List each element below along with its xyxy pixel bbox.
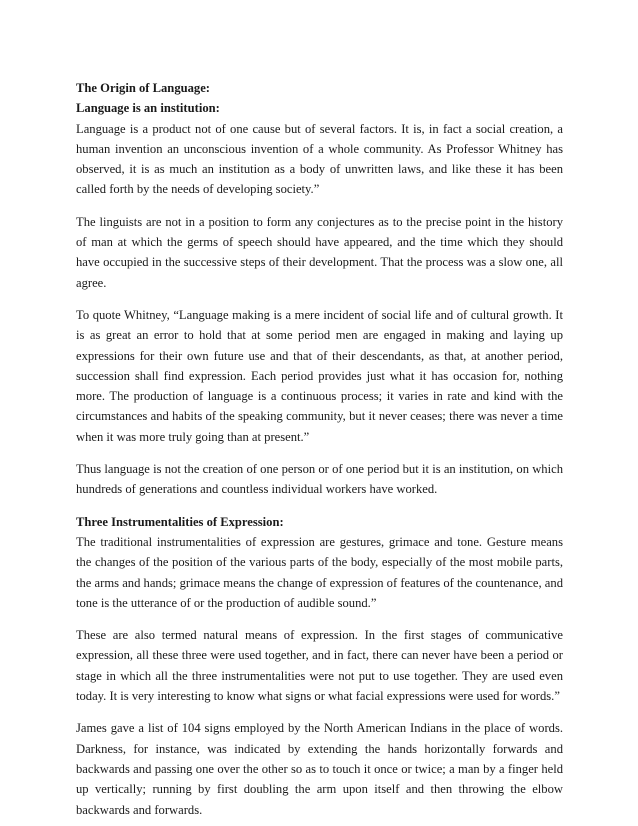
paragraph: Thus language is not the creation of one person or of one period but it is an institution, on which hundreds of generations and countless individual workers have worked. [76, 462, 563, 497]
paragraph: The traditional instrumentalities of expression are gestures, grimace and tone. Gesture means the changes of the position of the various parts of the body, especially of the most mobile parts, the arms and hands; grimace means the change of expression of features of the countenance, and tone is the utterance of or the production of audible sound.” [76, 534, 563, 610]
document-page [76, 78, 563, 820]
section-heading-instrumentalities: Three Instrumentalities of Expression: [76, 514, 284, 529]
paragraph: The linguists are not in a position to form any conjectures as to the precise point in the history of man at which the germs of speech should have appeared, and the time which they should have occupied in the successive steps of their development. That the process was a slow one, all agree. [76, 214, 563, 290]
paragraph: Language is a product not of one cause but of several factors. It is, in fact a social creation, a human invention an unconscious invention of a whole community. As Professor Whitney has observed, it is as much an institution as a body of unwritten laws, and like these it has been called forth by the needs of developing society.” [76, 121, 563, 197]
paragraph: James gave a list of 104 signs employed by the North American Indians in the place of words. Darkness, for instance, was indicated by extending the hands horizontally forwards and backwards and passing one over the other so as to touch it once or twice; a man by a finger held up vertically; running by first doubling the arm upon itself and then throwing the elbow backwards and forwards. [76, 721, 563, 817]
document-title: The Origin of Language: [76, 81, 210, 95]
paragraph: These are also termed natural means of expression. In the first stages of communicative expression, all these three were used together, and in fact, there can never have been a period or stage in which all the three instrumentalities were not put to use together. They are used even today. It is very interesting to know what signs or what facial expressions were used for words.” [76, 628, 563, 704]
section-heading-institution: Language is an institution: [76, 101, 220, 116]
paragraph: To quote Whitney, “Language making is a mere incident of social life and of cultural growth. It is as great an error to hold that at some period men are engaged in making and laying up expressions for their own future use and that of their descendants, as that, at another period, succession shall find expression. Each period provides just what it has occasion for, nothing more. The production of language is a continuous process; it varies in rate and kind with the circumstances and habits of the speaking community, but it never ceases; there was never a time when it was more truly going than at present.” [76, 307, 563, 444]
